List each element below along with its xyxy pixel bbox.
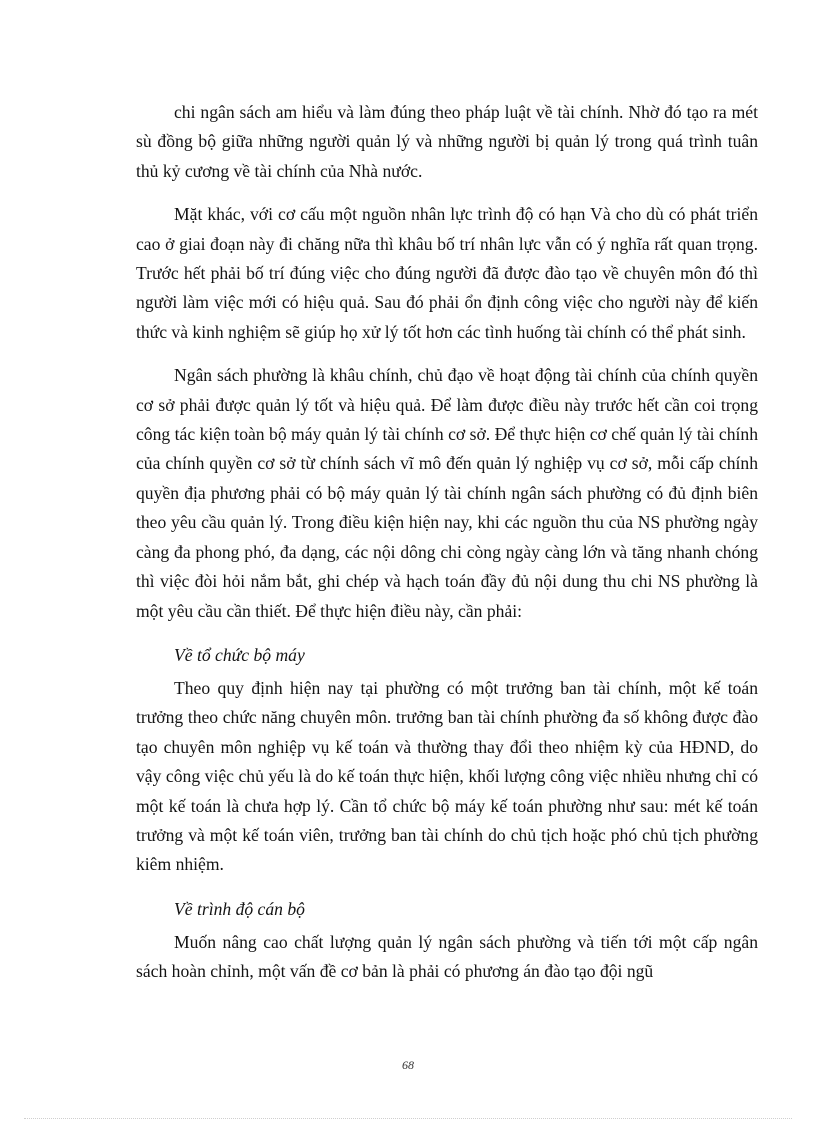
paragraph-organization: Theo quy định hiện nay tại phường có một trưởng ban tài chính, một kế toán trưởng theo chức năng chuyên môn. trưởng ban tài chính phường đa số không được đào tạo chuyên môn nghiệp vụ kế toán và thường thay đổi theo nhiệm kỳ của HĐND, do vậy công việc chủ yếu là do kế toán thực hiện, khối lượng công việc nhiều nhưng chỉ có một kế toán là chưa hợp lý. Cần tổ chức bộ máy kế toán phường như sau: mét kế toán trưởng và một kế toán viên, trưởng ban tài chính do chủ tịch hoặc phó chủ tịch phường kiêm nhiệm. <box>136 677 758 875</box>
heading-staff-qualification: Về trình độ cán bộ <box>174 898 305 919</box>
heading-organization: Về tổ chức bộ máy <box>174 644 305 665</box>
page-bottom-divider <box>24 1118 792 1119</box>
paragraph-human-resources: Mặt khác, với cơ cấu một nguồn nhân lực trình độ có hạn Và cho dù có phát triển cao ở giai đoạn này đi chăng nữa thì khâu bố trí nhân lực vẫn có ý nghĩa rất quan trọng. Trước hết phải bố trí đúng việc cho đúng người đã được đào tạo về chuyên môn đó thì người làm việc mới có hiệu quả. Sau đó phải ổn định công việc cho người này để kiến thức và kinh nghiệm sẽ giúp họ xử lý tốt hơn các tình huống tài chính có thể phát sinh. <box>136 204 758 342</box>
paragraph-continuation: chi ngân sách am hiểu và làm đúng theo pháp luật về tài chính. Nhờ đó tạo ra mét sù đồng bộ giữa những người quản lý và những người bị quản lý trong quá trình tuân thủ kỷ cương về tài chính của Nhà nước. <box>136 102 758 181</box>
paragraph-staff-qualification: Muốn nâng cao chất lượng quản lý ngân sách phường và tiến tới một cấp ngân sách hoàn chỉnh, một vấn đề cơ bản là phải có phương án đào tạo đội ngũ <box>136 931 758 982</box>
page-body <box>136 98 758 1001</box>
paragraph-ward-budget: Ngân sách phường là khâu chính, chủ đạo về hoạt động tài chính của chính quyền cơ sở phải được quản lý tốt và hiệu quả. Để làm được điều này trước hết cần coi trọng công tác kiện toàn bộ máy quản lý tài chính cơ sở. Để thực hiện cơ chế quản lý tài chính của chính quyền cơ sở từ chính sách vĩ mô đến quản lý nghiệp vụ cơ sở, mỗi cấp chính quyền địa phương phải có bộ máy quản lý tài chính ngân sách phường có đủ định biên theo yêu cầu quản lý. Trong điều kiện hiện nay, khi các nguồn thu của NS phường ngày càng đa phong phó, đa dạng, các nội dông chi còng ngày càng lớn và tăng nhanh chóng thì việc đòi hỏi nắm bắt, ghi chép và hạch toán đầy đủ nội dung thu chi NS phường là một yêu cầu cần thiết. Để thực hiện điều này, cần phải: <box>136 365 758 621</box>
page-number: 68 <box>402 1058 414 1072</box>
